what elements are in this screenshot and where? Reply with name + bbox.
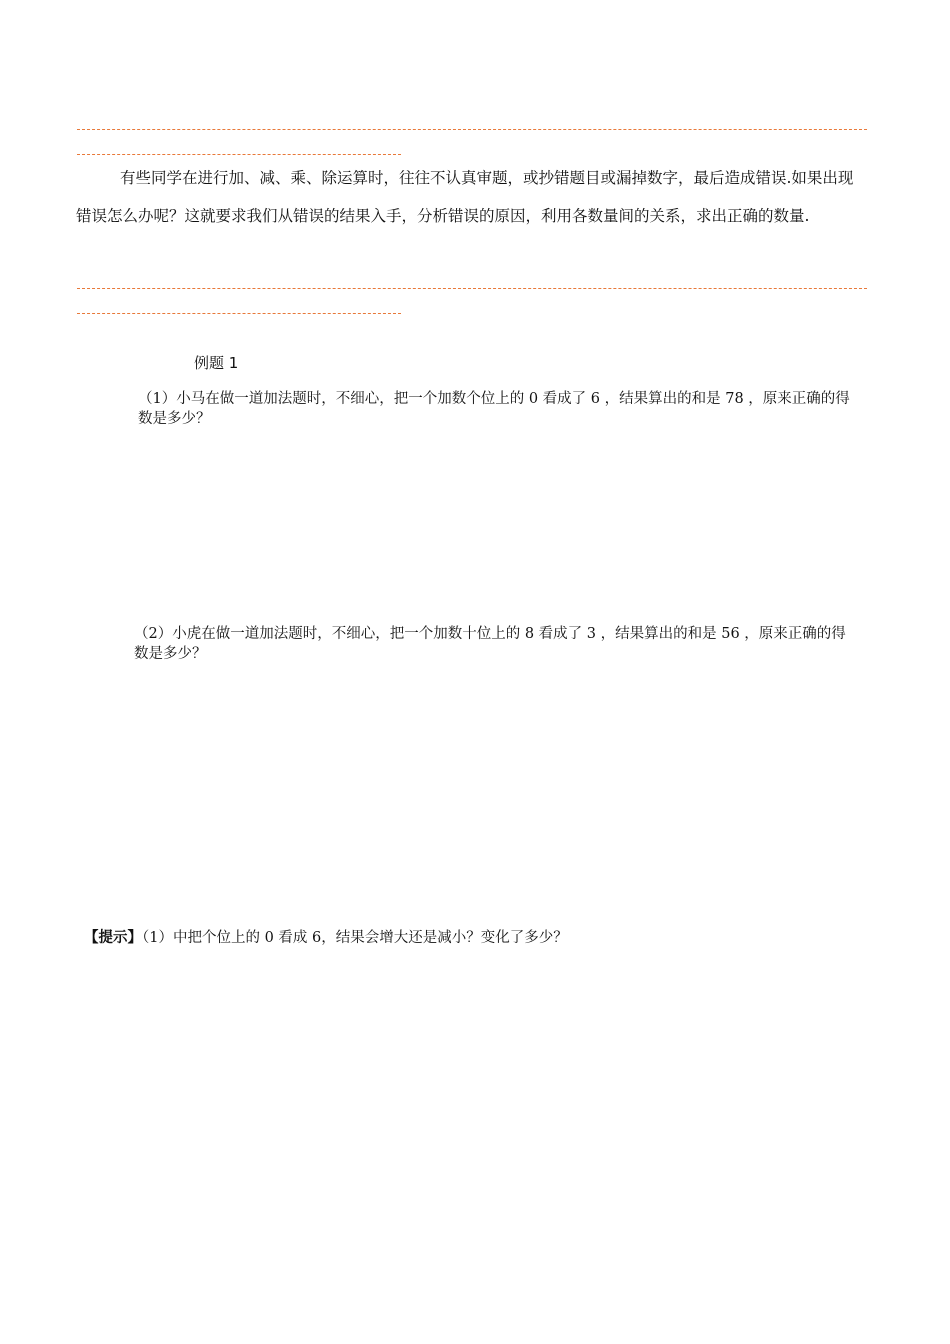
divider-line <box>77 129 867 130</box>
intro-paragraph: 有些同学在进行加、减、乘、除运算时，往往不认真审题，或抄错题目或漏掉数字，最后造成错误.如果出现错误怎么办呢？这就要求我们从错误的结果入手，分析错误的原因，利用各数量间的关系，求出正确的数量. <box>76 169 854 225</box>
example-title: 例题 1 <box>194 354 239 372</box>
hint-text: （1）中把个位上的 0 看成 6，结果会增大还是减小？变化了多少？ <box>142 930 568 946</box>
problem-number: （2） <box>134 626 173 642</box>
problem-2 <box>134 624 858 664</box>
divider-line <box>77 288 867 289</box>
hint-label: 【提示】 <box>84 929 142 946</box>
divider-line <box>77 313 401 314</box>
problem-text: 小虎在做一道加法题时，不细心，把一个加数十位上的 8 看成了 3 ，结果算出的和是 56 ，原来正确的得数是多少？ <box>134 626 846 662</box>
problem-text: 小马在做一道加法题时，不细心，把一个加数个位上的 0 看成了 6 ，结果算出的和是 78 ，原来正确的得数是多少？ <box>138 391 850 427</box>
divider-line <box>77 154 401 155</box>
problem-1 <box>138 389 862 429</box>
problem-number: （1） <box>138 391 177 407</box>
hint <box>84 926 568 947</box>
